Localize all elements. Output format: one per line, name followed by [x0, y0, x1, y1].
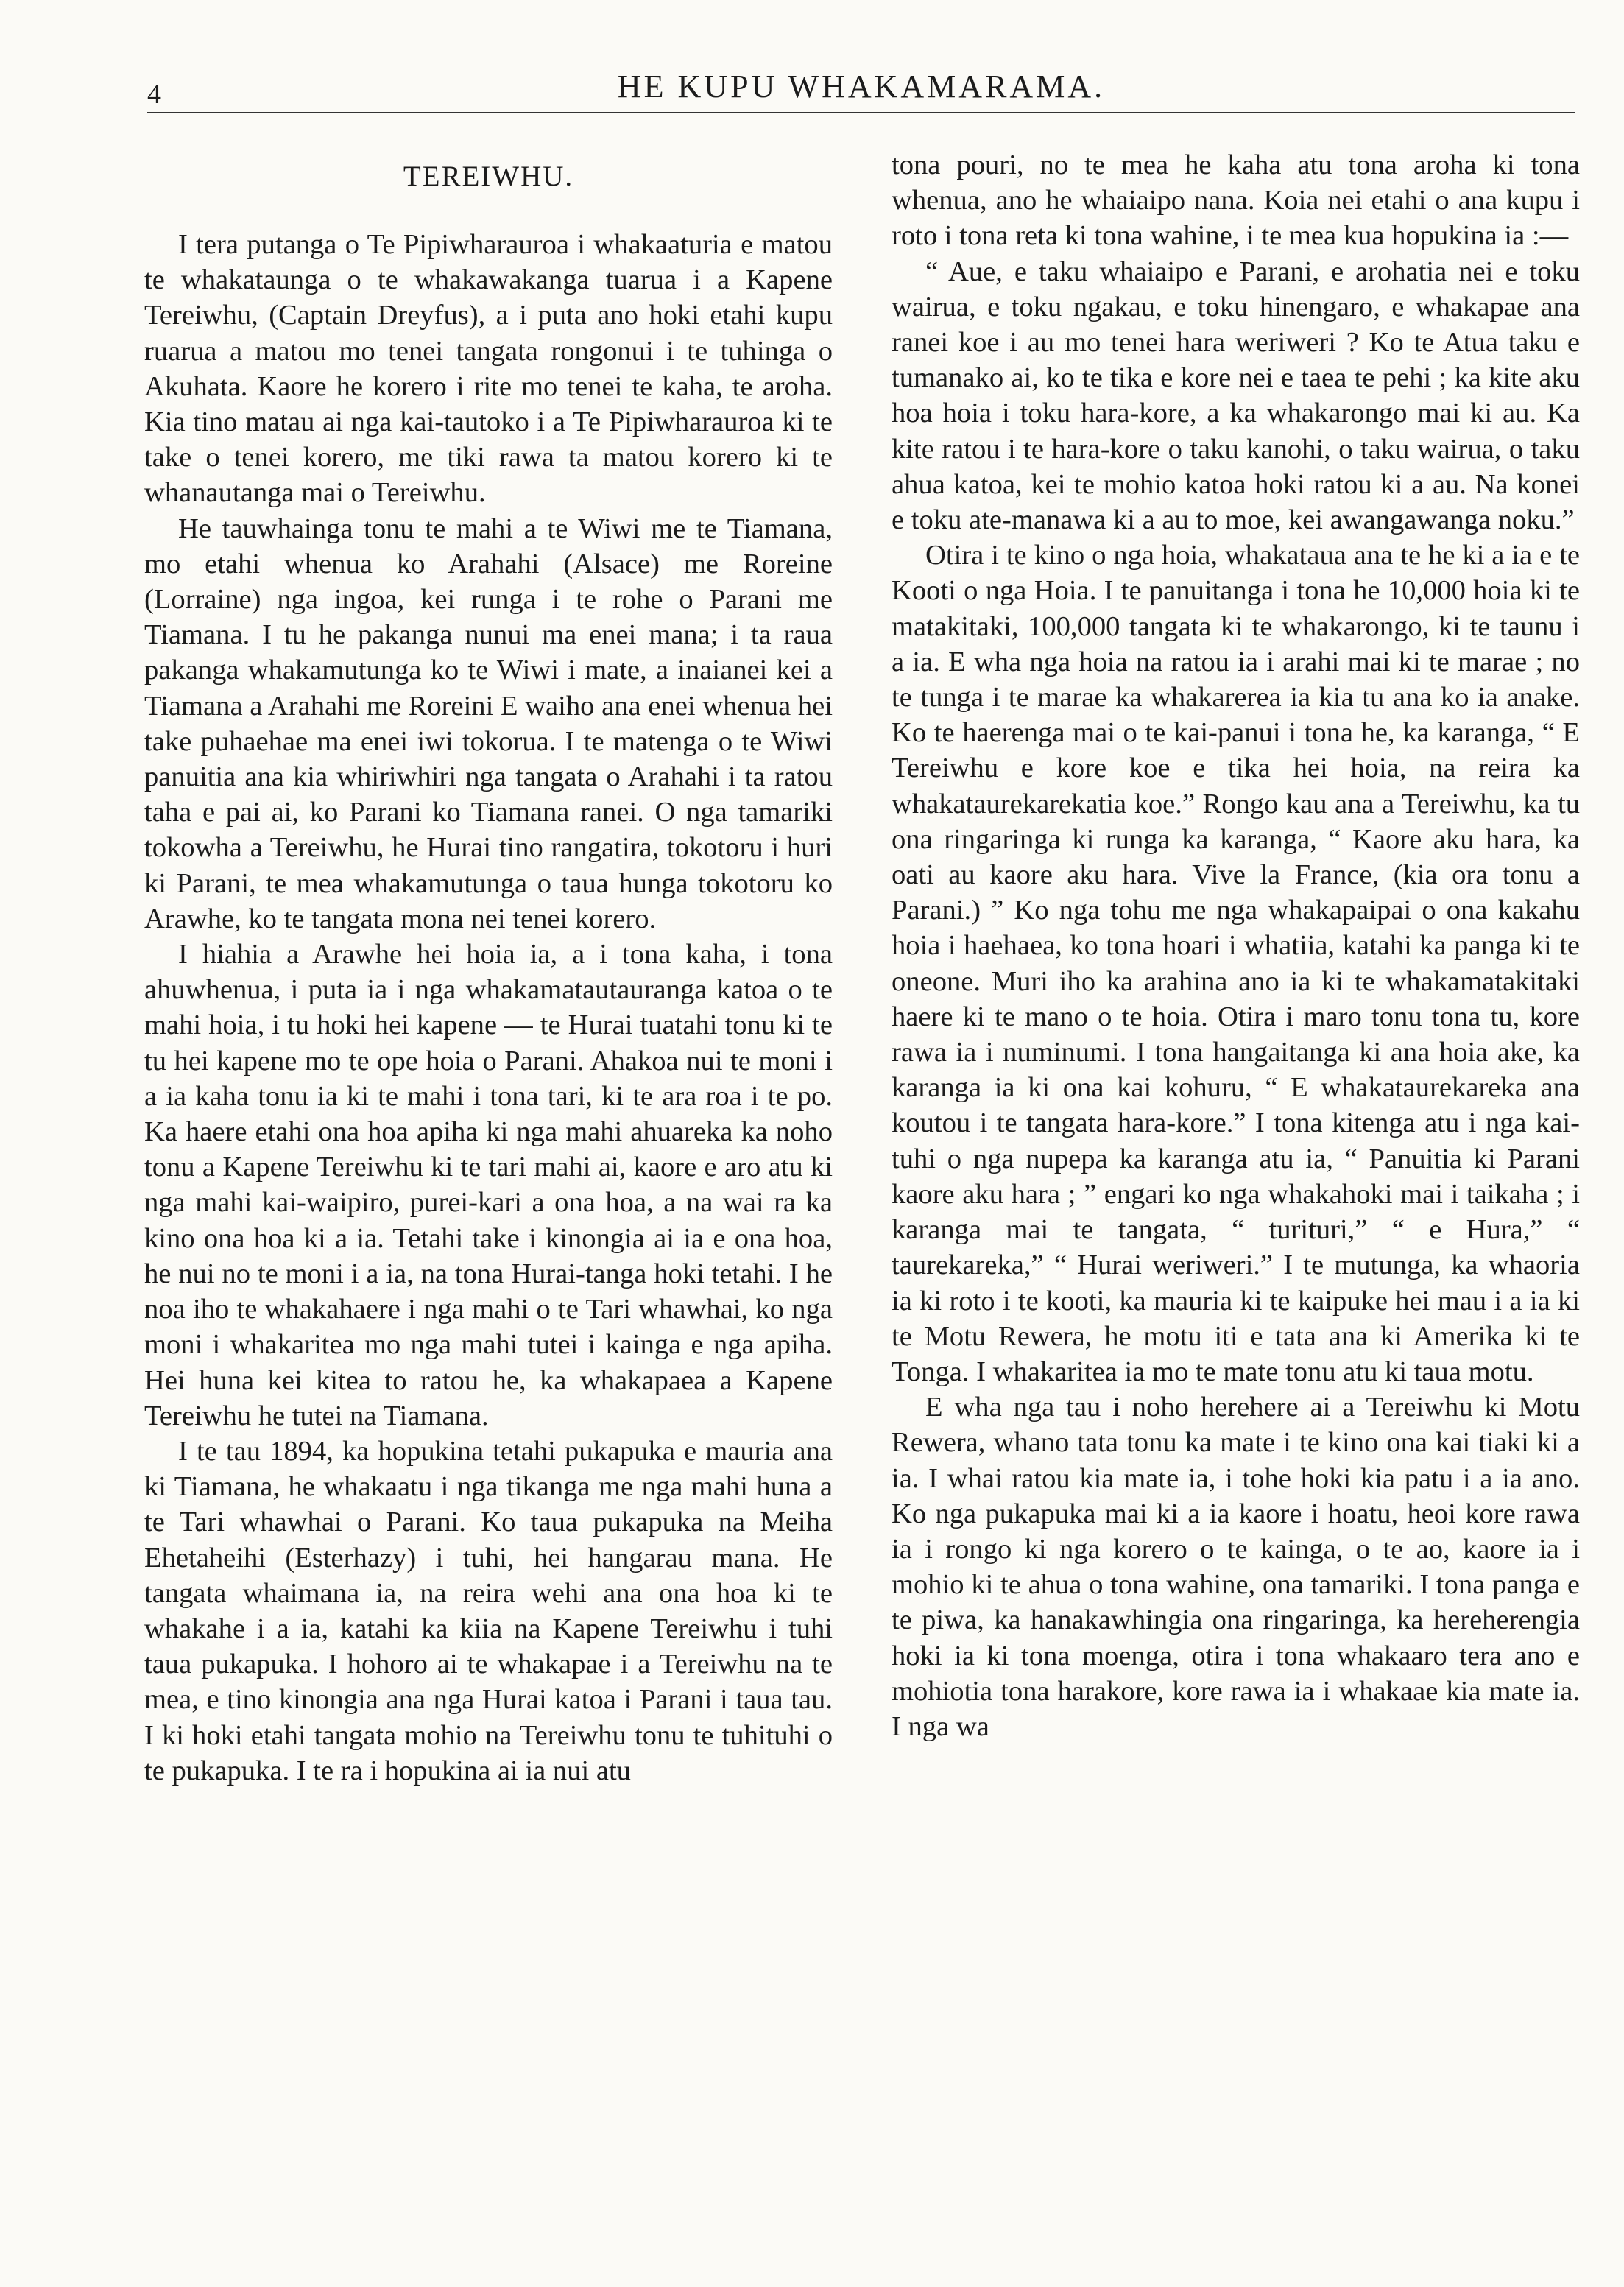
paragraph: E wha nga tau i noho herehere ai a Tereiwhu ki Motu Rewera, whano tata tonu ka mate i te kino ona kai tiaki ki a ia. I whai ratou kia mate ia, i tohe hoki kia patu i a ia ano. Ko nga pukapuka mai ki a ia kaore i hoatu, heoi kore rawa ia i rongo ki nga korero o te kainga, o te ao, kaore ia i mohio ki te ahua o tona wahine, ona tamariki. I tona panga e te piwa, ka hanakawhingia ona ringaringa, ka hereherengia hoki ia ki tona moenga, otira i tona whakaaro tera ano e mohiotia tona harakore, kore rawa ia i whakaae kia mate ia. I nga wa [892, 1392, 1580, 1742]
left-column [144, 147, 833, 2260]
paragraph-continued: tona pouri, no te mea he kaha atu tona aroha ki tona whenua, ano he whaiaipo nana. Koia nei etahi o ana kupu i roto i tona reta ki tona wahine, i te mea kua hopukina ia :— [892, 149, 1580, 252]
paragraph: I tera putanga o Te Pipiwharauroa i whakaaturia e matou te whakataunga o te whakawakanga tuarua i a Kapene Tereiwhu, (Captain Dreyfus), a i puta ano hoki etahi kupu ruarua a matou mo tenei tangata rongonui i te tuhinga o Akuhata. Kaore he korero i rite mo tenei te kaha, te aroha. Kia tino matau ai nga kai-tautoko i a Te Pipiwharauroa ki te take o tenei korero, me tiki rawa ta matou korero ki te whanautanga mai o Tereiwhu. [144, 229, 833, 509]
paragraph: Otira i te kino o nga hoia, whakataua ana te he ki a ia e te Kooti o nga Hoia. I te panuitanga i tona he 10,000 hoia ki te matakitaki, 100,000 tangata ki te whakarongo, ki te taunu i a ia. E wha nga hoia na ratou ia i arahi mai ki te marae ; no te tunga i te marae ka whakarerea ia kia tu ana ko ia anake. Ko te haerenga mai o te kai-panui i tona he, ka karanga, “ E Tereiwhu e kore koe e tika hei hoia, na reira ka whakataurekarekatia koe.” Rongo kau ana a Tereiwhu, ka tu ona ringaringa ki runga ka karanga, “ Kaore aku hara, ka oati au kaore aku hara. Vive la France, (kia ora tonu a Parani.) ” Ko nga tohu me nga whakapaipai o ona kakahu hoia i haehaea, ko tona hoari i whatiia, katahi ka panga ki te oneone. Muri iho ka arahina ano ia ki te whakamatakitaki haere ki te mano o te hoia. Otira i maro tonu tona tu, kore rawa ia i numinumi. I tona hangaitanga ki ana hoia ake, ka karanga ia ki ona kai kohuru, “ E whakataurekareka ana koutou i te tangata hara-kore.” I tona kitenga atu i nga kai-tuhi o nga nupepa ka karanga atu ia, “ Panuitia ki Parani kaore aku hara ; ” engari ko nga whakahoki mai i taikaha ; i karanga mai te tangata, “ turituri,” “ e Hura,” “ taurekareka,” “ Hurai weriweri.” I te mutunga, ka whaoria ia ki roto i te kooti, ka mauria ki te kaipuke hei mau i a ia ki te Motu Rewera, he motu iti e tata ana ki Amerika ki te Tonga. I whakaritea ia mo te mate tonu atu ki taua motu. [892, 540, 1580, 1387]
running-title: HE KUPU WHAKAMARAMA. [617, 68, 1106, 105]
header-rule [147, 112, 1575, 113]
page-number: 4 [147, 79, 161, 110]
article-columns [144, 147, 1580, 2260]
page-header [147, 68, 1575, 109]
quoted-letter: “ Aue, e taku whaiaipo e Parani, e arohatia nei e toku wairua, e toku ngakau, e toku hinengaro, e whakapae ana ranei koe i au mo tenei hara weriweri ? Ko te Atua taku e tumanako ai, ko te tika e kore nei e taea te pehi ; ka kite aku hoa hoia i toku hara-kore, a ka whakarongo mai ki au. Ka kite ratou i te hara-kore o taku kanohi, o taku wairua, o taku ahua katoa, kei te mohio katoa hoki ratou ki a au. Na konei e toku ate-manawa ki a au to moe, kei awangawanga noku.” [892, 256, 1580, 536]
paragraph: I hiahia a Arawhe hei hoia ia, a i tona kaha, i tona ahuwhenua, i puta ia i nga whakamatautauranga katoa o te mahi hoia, i tu hoki hei kapene — te Hurai tuatahi tonu ki te tu hei kapene mo te ope hoia o Parani. Ahakoa nui te moni i a ia kaha tonu ia ki te mahi i tona tari, ki te ara roa i te po. Ka haere etahi ona hoa apiha ki nga mahi ahuareka ka noho tonu a Kapene Tereiwhu ki te tari mahi ai, kaore e aro atu ki nga mahi kai-waipiro, purei-kari a ona hoa, a na wai ra ka kino ona hoa ki a ia. Tetahi take i kinongia ai ia e ona hoa, he nui no te moni i a ia, na tona Hurai-tanga hoki tetahi. I he noa iho te whakahaere i nga mahi o te Tari whawhai, ko nga moni i whakaritea mo nga mahi tutei i kainga e nga apiha. Hei huna kei kitea to ratou he, ka whakapaea a Kapene Tereiwhu he tutei na Tiamana. [144, 939, 833, 1431]
paragraph: I te tau 1894, ka hopukina tetahi pukapuka e mauria ana ki Tiamana, he whakaatu i nga tikanga me nga mahi huna a te Tari whawhai o Parani. Ko taua pukapuka na Meiha Ehetaheihi (Esterhazy) i tuhi, hei hangarau mana. He tangata whaimana ia, na reira wehi ana ona hoa ki te whakahe i a ia, katahi ka kiia na Kapene Tereiwhu i tuhi taua pukapuka. I hohoro ai te whakapae i a Tereiwhu na te mea, e tino kinongia ana nga Hurai katoa i Parani i taua tau. I ki hoki etahi tangata mohio na Tereiwhu tonu te tuhituhi o te pukapuka. I te ra i hopukina ai ia nui atu [144, 1435, 833, 1786]
paragraph: He tauwhainga tonu te mahi a te Wiwi me te Tiamana, mo etahi whenua ko Arahahi (Alsace) me Roreine (Lorraine) nga ingoa, kei runga i te rohe o Parani me Tiamana. I tu he pakanga nunui ma enei mana; i ta raua pakanga whakamutunga ko te Wiwi i mate, a inaianei kei a Tiamana a Arahahi me Roreini E waiho ana enei whenua hei take puhaehae ma enei iwi tokorua. I te matenga o te Wiwi panuitia ana kia whiriwhiri nga tangata o Arahahi i ta ratou taha e pai ai, ko Parani ko Tiamana ranei. O nga tamariki tokowha a Tereiwhu, he Hurai tino rangatira, tokotoru i huri ki Parani, te mea whakamutunga o taua hunga tokotoru ko Arawhe, ko te tangata mona nei tenei korero. [144, 512, 833, 934]
article-heading: TEREIWHU. [403, 161, 574, 192]
right-column [892, 147, 1580, 2260]
